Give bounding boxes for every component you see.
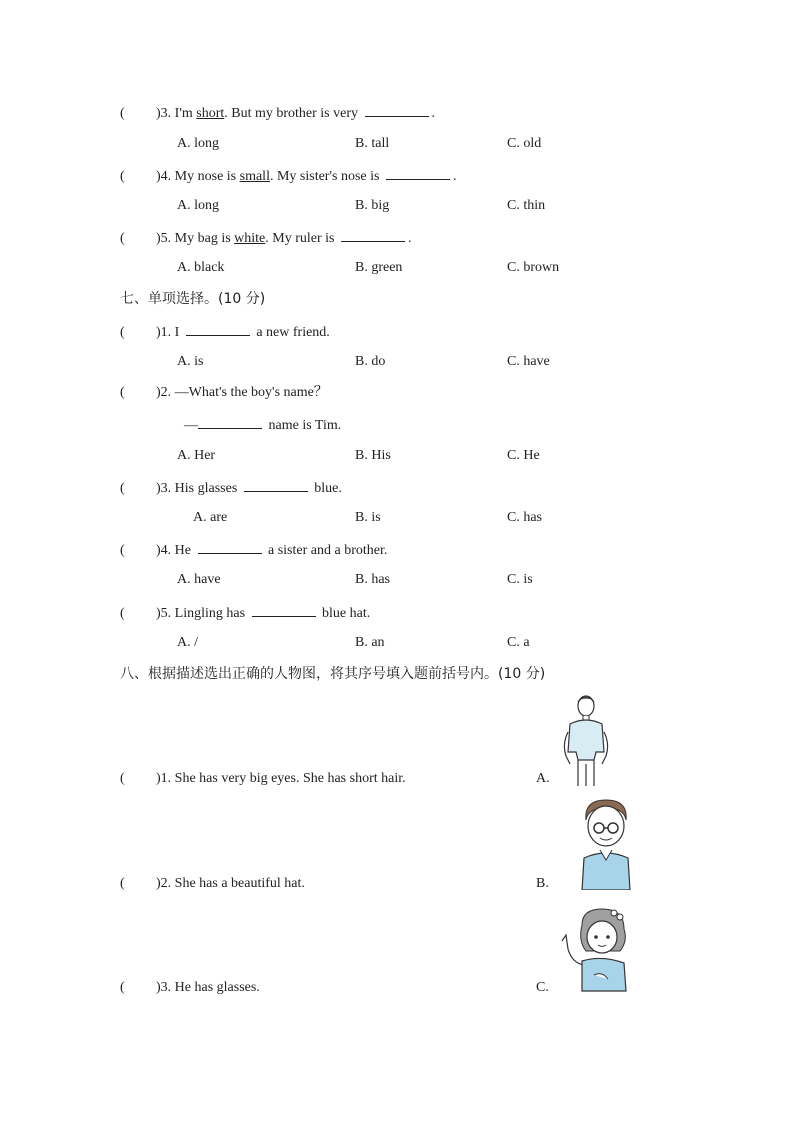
- answer-bracket[interactable]: (: [120, 606, 125, 621]
- option-c[interactable]: C. have: [507, 354, 550, 369]
- answer-bracket[interactable]: (: [120, 231, 125, 246]
- section-title-7: 七、单项选择。(10 分): [120, 291, 266, 307]
- option-c[interactable]: C. thin: [507, 198, 546, 213]
- option-a[interactable]: A. is: [177, 354, 204, 369]
- muscular-man-illustration: [556, 692, 616, 788]
- question-7-4: ( )4. He a sister and a brother.: [120, 539, 387, 559]
- fill-blank[interactable]: [186, 321, 250, 336]
- boy-with-glasses-illustration: [576, 798, 636, 890]
- option-b[interactable]: B. has: [355, 572, 390, 587]
- question-8-2: ( )2. She has a beautiful hat.: [120, 874, 305, 894]
- fill-blank[interactable]: [198, 414, 262, 429]
- underlined-word: short: [196, 106, 225, 121]
- underlined-word: white: [234, 231, 266, 246]
- fill-blank[interactable]: [365, 102, 429, 117]
- option-b[interactable]: B. do: [355, 354, 386, 369]
- option-b[interactable]: B. big: [355, 198, 390, 213]
- answer-bracket[interactable]: (: [120, 771, 125, 786]
- answer-bracket[interactable]: (: [120, 385, 125, 400]
- question-7-2-answer-line: — name is Tim.: [184, 414, 341, 434]
- question-6-3: ( )3. I'm short. But my brother is very .: [120, 102, 435, 122]
- fill-blank[interactable]: [341, 227, 405, 242]
- question-6-4: ( )4. My nose is small. My sister's nose is .: [120, 165, 456, 185]
- option-c[interactable]: C. is: [507, 572, 533, 587]
- option-a[interactable]: A. black: [177, 260, 225, 275]
- fill-blank[interactable]: [386, 165, 450, 180]
- question-7-1: ( )1. I a new friend.: [120, 321, 330, 341]
- option-b[interactable]: B. is: [355, 510, 381, 525]
- fill-blank[interactable]: [244, 477, 308, 492]
- option-a[interactable]: A. have: [177, 572, 221, 587]
- option-b[interactable]: B. green: [355, 260, 403, 275]
- picture-label-b: B.: [536, 876, 549, 891]
- option-b[interactable]: B. an: [355, 635, 385, 650]
- answer-bracket[interactable]: (: [120, 980, 125, 995]
- answer-bracket[interactable]: (: [120, 876, 125, 891]
- question-6-5: ( )5. My bag is white. My ruler is .: [120, 227, 412, 247]
- option-a[interactable]: A. /: [177, 635, 198, 650]
- question-7-5: ( )5. Lingling has blue hat.: [120, 602, 370, 622]
- girl-pointing-illustration: [558, 905, 632, 995]
- option-b[interactable]: B. tall: [355, 136, 390, 151]
- option-a[interactable]: A. are: [193, 510, 228, 525]
- option-c[interactable]: C. He: [507, 448, 540, 463]
- fill-blank[interactable]: [252, 602, 316, 617]
- fill-blank[interactable]: [198, 539, 262, 554]
- section-title-8: 八、根据描述选出正确的人物图，将其序号填入题前括号内。(10 分): [120, 666, 546, 682]
- answer-bracket[interactable]: (: [120, 169, 125, 184]
- answer-bracket[interactable]: (: [120, 481, 125, 496]
- option-c[interactable]: C. brown: [507, 260, 560, 275]
- question-8-1: ( )1. She has very big eyes. She has short hair.: [120, 769, 406, 789]
- question-8-3: ( )3. He has glasses.: [120, 978, 260, 998]
- option-b[interactable]: B. His: [355, 448, 391, 463]
- answer-bracket[interactable]: (: [120, 325, 125, 340]
- underlined-word: small: [239, 169, 270, 184]
- answer-bracket[interactable]: (: [120, 543, 125, 558]
- option-a[interactable]: A. long: [177, 198, 219, 213]
- question-7-3: ( )3. His glasses blue.: [120, 477, 342, 497]
- option-a[interactable]: A. long: [177, 136, 219, 151]
- option-c[interactable]: C. a: [507, 635, 530, 650]
- option-a[interactable]: A. Her: [177, 448, 216, 463]
- option-c[interactable]: C. old: [507, 136, 542, 151]
- picture-label-c: C.: [536, 980, 549, 995]
- answer-bracket[interactable]: (: [120, 106, 125, 121]
- question-7-2: ( )2. —What's the boy's name？: [120, 383, 328, 403]
- picture-label-a: A.: [536, 771, 550, 786]
- option-c[interactable]: C. has: [507, 510, 542, 525]
